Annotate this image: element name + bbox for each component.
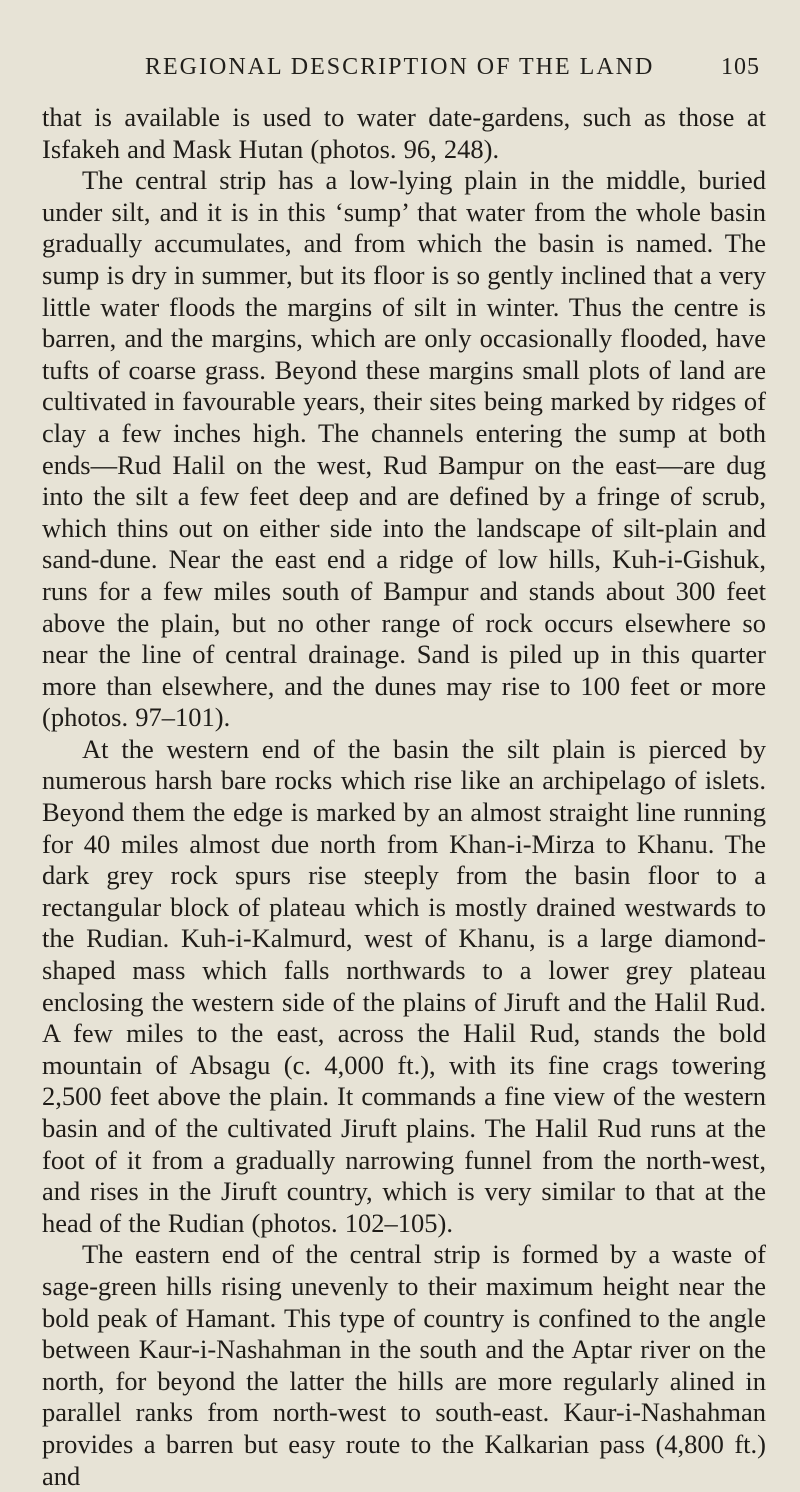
paragraph-continuation: that is available is used to water date-gardens, such as those at Isfakeh and Mask Hutan (photos. 96, 248). (42, 102, 766, 164)
paragraph-eastern-end: The eastern end of the central strip is formed by a waste of sage-green hills rising unevenly to their maximum height near the bold peak of Hamant. This type of country is confined to the angle between Kaur-i-Nashahman in the south and the Aptar river on the north, for beyond the latter the hills are more regularly alined in parallel ranks from north-west to south-east. Kaur-i-Nashahman provides a barren but easy route to the Kalkarian pass (4,800 ft.) and (42, 1239, 766, 1491)
paragraph-central-strip: The central strip has a low-lying plain in the middle, buried under silt, and it is in this ‘sump’ that water from the whole basin gradually accumulates, and from which the basin is named. The sump is dry in summer, but its floor is so gently inclined that a very little water floods the margins of silt in winter. Thus the centre is barren, and the margins, which are only occasionally flooded, have tufts of coarse grass. Beyond these margins small plots of land are cultivated in favourable years, their sites being marked by ridges of clay a few inches high. The channels entering the sump at both ends—Rud Halil on the west, Rud Bampur on the east—are dug into the silt a few feet deep and are defined by a fringe of scrub, which thins out on either side into the landscape of silt-plain and sand-dune. Near the east end a ridge of low hills, Kuh-i-Gishuk, runs for a few miles south of Bampur and stands about 300 feet above the plain, but no other range of rock occurs elsewhere so near the line of central drainage. Sand is piled up in this quarter more than elsewhere, and the dunes may rise to 100 feet or more (photos. 97–101). (42, 165, 766, 733)
body-text (42, 102, 766, 1492)
page-number: 105 (721, 54, 760, 80)
running-header (42, 46, 766, 86)
running-title: REGIONAL DESCRIPTION OF THE LAND (145, 54, 655, 80)
paragraph-western-end: At the western end of the basin the silt plain is pierced by numerous harsh bare rocks which rise like an archipelago of islets. Beyond them the edge is marked by an almost straight line running for 40 miles almost due north from Khan-i-Mirza to Khanu. The dark grey rock spurs rise steeply from the basin floor to a rectangular block of plateau which is mostly drained westwards to the Rudian. Kuh-i-Kalmurd, west of Khanu, is a large diamond-shaped mass which falls northwards to a lower grey plateau enclosing the western side of the plains of Jiruft and the Halil Rud. A few miles to the east, across the Halil Rud, stands the bold mountain of Absagu (c. 4,000 ft.), with its fine crags towering 2,500 feet above the plain. It commands a fine view of the western basin and of the cultivated Jiruft plains. The Halil Rud runs at the foot of it from a gradually narrowing funnel from the north-west, and rises in the Jiruft country, which is very similar to that at the head of the Rudian (photos. 102–105). (42, 733, 766, 1238)
